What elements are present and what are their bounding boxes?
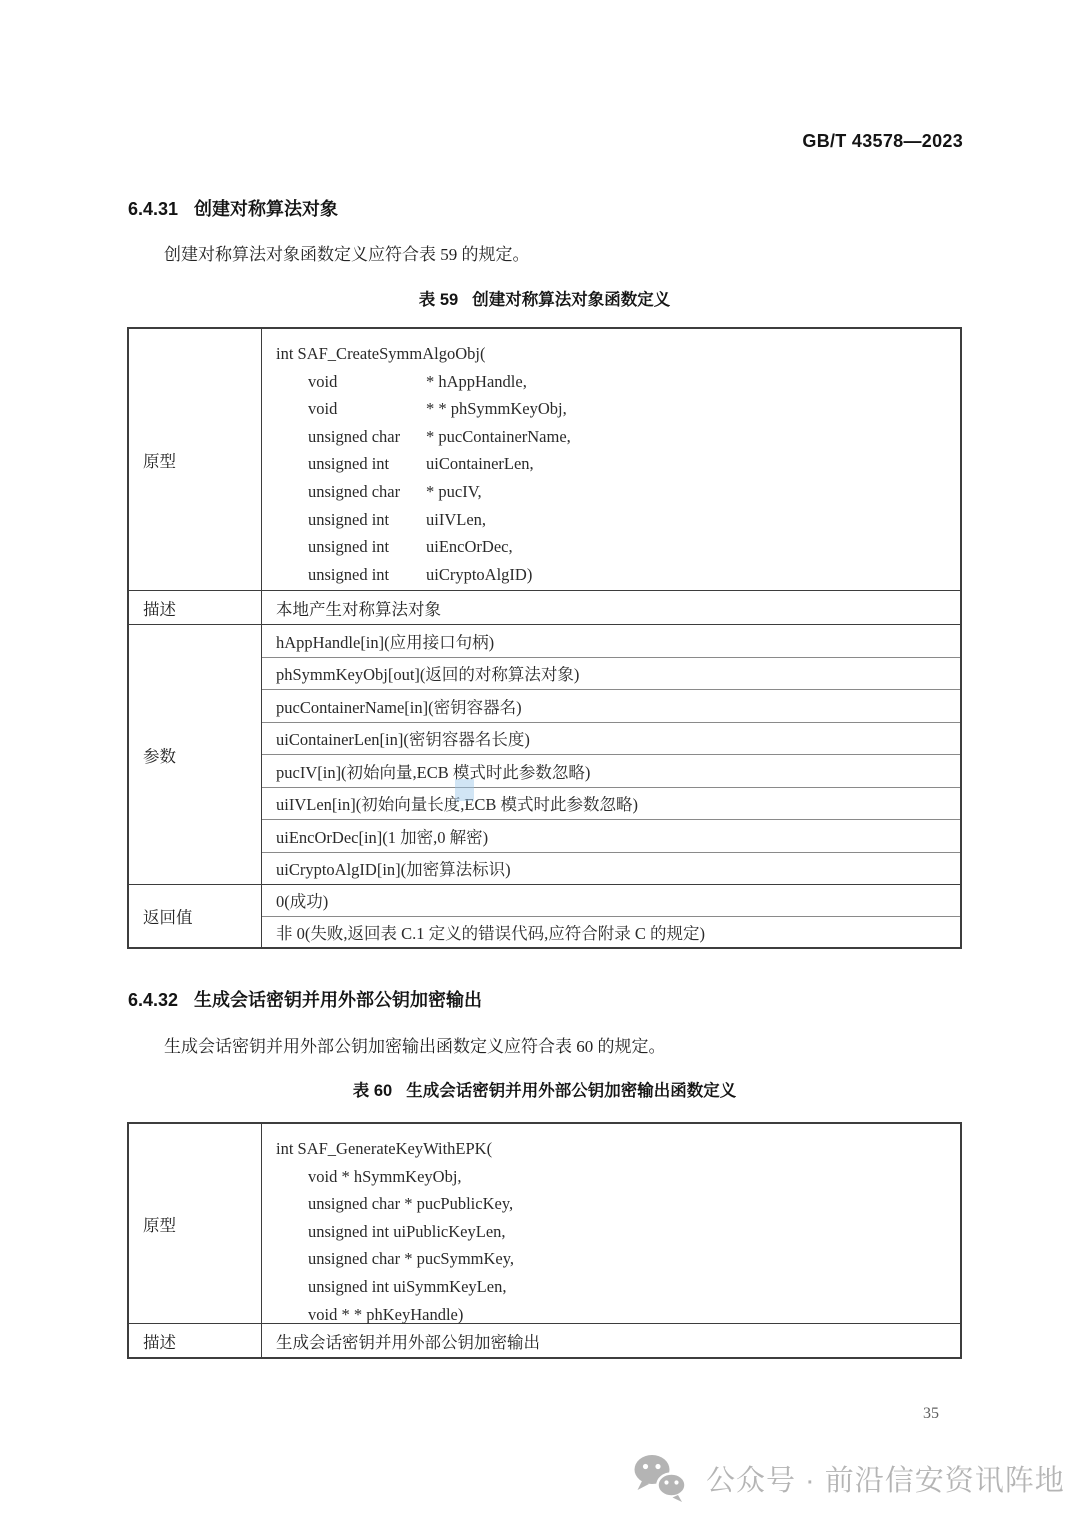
- code-line: unsigned int uiContainerLen,: [308, 454, 534, 474]
- description-text: 生成会话密钥并用外部公钥加密输出: [276, 1332, 540, 1352]
- table-row-description: [129, 1323, 960, 1357]
- description-text: 本地产生对称算法对象: [276, 599, 441, 619]
- table-60-caption: [127, 1077, 962, 1101]
- return-row: 0(成功): [262, 885, 960, 917]
- table-caption-number: 表 60: [352, 1082, 393, 1100]
- selection-highlight: [455, 779, 474, 801]
- code-line: void * hAppHandle,: [308, 371, 527, 391]
- table-row-returns: [129, 884, 960, 947]
- section-heading-6-4-31: [128, 195, 338, 221]
- code-line: int SAF_GenerateKeyWithEPK(: [276, 1139, 493, 1158]
- table-59-caption: [127, 286, 962, 310]
- code-line: unsigned char * pucIV,: [308, 481, 482, 501]
- row-label-prototype: 原型: [129, 1124, 262, 1323]
- wechat-icon: [632, 1453, 688, 1503]
- prototype-code: [262, 329, 960, 590]
- row-label-prototype: 原型: [129, 329, 262, 590]
- watermark: [632, 1453, 1065, 1503]
- code-line: unsigned char * pucContainerName,: [308, 426, 571, 446]
- prototype-code: [262, 1124, 960, 1323]
- table-caption-title: 生成会话密钥并用外部公钥加密输出函数定义: [406, 1082, 737, 1100]
- row-label-parameters: 参数: [129, 625, 262, 884]
- table-row-description: [129, 590, 960, 624]
- table-row-prototype: [129, 1124, 960, 1323]
- page-number: 35: [923, 1405, 939, 1422]
- return-list: [262, 885, 960, 947]
- row-label-returns: 返回值: [129, 885, 262, 947]
- section-title: 生成会话密钥并用外部公钥加密输出: [194, 990, 483, 1010]
- parameter-row: uiCryptoAlgID[in](加密算法标识): [276, 860, 511, 880]
- section-number: 6.4.32: [128, 990, 179, 1010]
- row-label-description: 描述: [129, 1324, 262, 1357]
- code-line: unsigned int uiSymmKeyLen,: [308, 1276, 507, 1296]
- parameter-row: hAppHandle[in](应用接口句柄): [262, 625, 960, 658]
- table-60: [127, 1122, 962, 1359]
- code-line: unsigned char * pucPublicKey,: [308, 1194, 514, 1214]
- table-59: [127, 327, 962, 949]
- code-line: unsigned int uiEncOrDec,: [308, 537, 513, 557]
- code-line: unsigned int uiCryptoAlgID): [308, 564, 533, 584]
- table-caption-number: 表 59: [418, 291, 459, 309]
- code-line: unsigned int uiPublicKeyLen,: [308, 1221, 506, 1241]
- parameter-row: uiEncOrDec[in](1 加密,0 解密): [262, 820, 960, 853]
- table-caption-title: 创建对称算法对象函数定义: [472, 291, 671, 309]
- table-row-parameters: [129, 624, 960, 884]
- parameter-list: [262, 625, 960, 884]
- return-row: 非 0(失败,返回表 C.1 定义的错误代码,应符合附录 C 的规定): [276, 923, 705, 943]
- code-line: unsigned char * pucSymmKey,: [308, 1249, 515, 1269]
- section-number: 6.4.31: [128, 199, 179, 219]
- code-line: void * * phKeyHandle): [308, 1304, 464, 1324]
- parameter-row: uiIVLen[in](初始向量长度,ECB 模式时此参数忽略): [262, 788, 960, 821]
- table-row-prototype: [129, 329, 960, 590]
- parameter-row: pucContainerName[in](密钥容器名): [262, 690, 960, 723]
- code-line: void * hSymmKeyObj,: [308, 1166, 462, 1186]
- section-paragraph: 创建对称算法对象函数定义应符合表 59 的规定。: [164, 245, 530, 264]
- parameter-row: uiContainerLen[in](密钥容器名长度): [262, 723, 960, 756]
- section-paragraph: 生成会话密钥并用外部公钥加密输出函数定义应符合表 60 的规定。: [164, 1037, 666, 1056]
- watermark-text: 公众号 · 前沿信安资讯阵地: [706, 1464, 1065, 1497]
- row-label-description: 描述: [129, 591, 262, 624]
- parameter-row: pucIV[in](初始向量,ECB 模式时此参数忽略): [262, 755, 960, 788]
- code-line: void * * phSymmKeyObj,: [308, 399, 567, 419]
- standard-number: GB/T 43578—2023: [802, 131, 963, 151]
- parameter-row: phSymmKeyObj[out](返回的对称算法对象): [262, 658, 960, 691]
- section-title: 创建对称算法对象: [194, 199, 339, 219]
- code-line: unsigned int uiIVLen,: [308, 509, 487, 529]
- section-heading-6-4-32: [128, 986, 482, 1012]
- code-line: int SAF_CreateSymmAlgoObj(: [276, 344, 486, 363]
